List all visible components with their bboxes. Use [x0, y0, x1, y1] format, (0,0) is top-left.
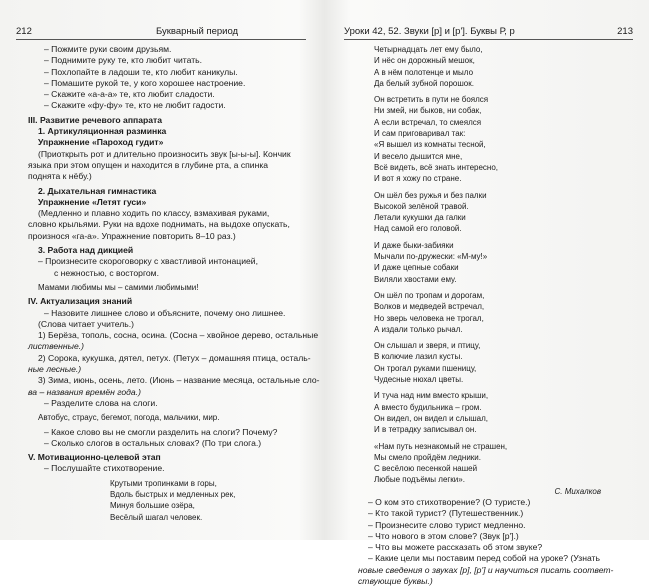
text-line: Волков и медведей встречал, [374, 302, 485, 312]
text-line: Автобус, страус, бегемот, погода, мальчики, мир. [38, 413, 220, 423]
text-line: И в тетрадку записывал он. [374, 425, 477, 435]
text-line: с нежностью, с восторгом. [54, 267, 159, 278]
text-line: 2. Дыхательная гимнастика [38, 185, 157, 196]
text-line: – Что нового в этом слове? (Звук [р'].) [368, 530, 519, 541]
text-line: – Произнесите скороговорку с хвастливой интонацией, [38, 256, 258, 267]
text-line: – Сколько слогов в остальных словах? (По три слога.) [44, 437, 262, 448]
page-number: 212 [16, 26, 32, 37]
text-line: Летали кукушки да галки [374, 213, 466, 223]
text-line: Мамами любимы мы – самими любимыми! [38, 282, 199, 292]
text-line: (Слова читает учитель.) [38, 318, 134, 329]
right-page [328, 0, 649, 587]
text-line: С. Михалков [554, 486, 601, 496]
text-line: А вместо будильника – гром. [374, 402, 482, 412]
text-line: И даже быки-забияки [374, 240, 454, 250]
text-line: III. Развитие речевого аппарата [28, 114, 163, 125]
text-line: – Похлопайте в ладоши те, кто любит каникулы. [44, 66, 238, 77]
text-line: И туча над ним вместо крыши, [374, 391, 489, 401]
text-line: А если встречал, то смеялся [374, 117, 482, 127]
text-line: – Разделите слова на слоги. [44, 397, 158, 408]
text-line: лиственные.) [28, 341, 84, 352]
text-line: А в нём полотенце и мыло [374, 67, 474, 77]
text-line: произнося «га-а». Упражнение повторить 8–10 раз.) [28, 230, 236, 241]
text-line: 2) Сорока, кукушка, дятел, петух. (Петух – домашняя птица, осталь- [38, 352, 311, 363]
text-line: Он трогал руками пшеницу, [374, 363, 477, 373]
text-line: Любые подъёмы легки». [374, 475, 465, 485]
text-line: (Приоткрыть рот и длительно произносить звук [ы-ы-ы]. Кончик [38, 148, 291, 159]
text-line: новые сведения о звуках [р], [р'] и научиться писать соответ- [358, 564, 614, 575]
text-line: – Скажите «фу-фу» те, кто не любит гадости. [44, 100, 226, 111]
text-line: Он слышал и зверя, и птицу, [374, 341, 481, 351]
text-line: Он видел, он видел и слышал, [374, 413, 488, 423]
text-line: Упражнение «Летят гуси» [38, 196, 147, 207]
text-line: Да белый зубной порошок. [374, 78, 474, 88]
text-line: – Послушайте стихотворение. [44, 463, 165, 474]
text-line: 3) Зима, июнь, осень, лето. (Июнь – название месяца, остальные сло- [38, 375, 320, 386]
text-line: Он встретить в пути не боялся [374, 95, 489, 105]
text-line: И вот я хожу по стране. [374, 174, 462, 184]
left-page [0, 0, 322, 540]
running-title: Букварный период [156, 26, 239, 37]
text-line: – Поднимите руку те, кто любит читать. [44, 55, 203, 66]
text-line: Минуя большие озёра, [110, 501, 195, 511]
text-line: 1. Артикуляционная разминка [38, 126, 167, 137]
text-line: «Нам путь незнакомый не страшен, [374, 441, 508, 451]
text-line: – Скажите «а-а-а» те, кто любит сладости. [44, 89, 215, 100]
text-line: Всё видеть, всё знать интересно, [374, 162, 498, 172]
text-line: ные лесные.) [28, 364, 82, 375]
text-line: Чудесные нюхал цветы. [374, 375, 464, 385]
page-number: 213 [617, 26, 633, 37]
text-line: языка при этом опущен и находится в глубине рта, а спинка [28, 159, 269, 170]
text-line: И нёс он дорожный мешок, [374, 56, 475, 66]
text-line: «Я вышел из комнаты тесной, [374, 140, 486, 150]
text-line: Крутыми тропинками в горы, [110, 478, 217, 488]
right-page-body [358, 44, 639, 587]
text-line: 3. Работа над дикцией [38, 245, 134, 256]
text-line: поднята к нёбу.) [28, 171, 92, 182]
text-line: Но зверь человека не трогал, [374, 313, 484, 323]
text-line: И сам приговаривал так: [374, 129, 466, 139]
text-line: Мычали по-дружески: «М-му!» [374, 252, 488, 262]
text-line: И даже цепные собаки [374, 263, 459, 273]
text-line: Высокой зелёной травой. [374, 201, 469, 211]
text-line: – О ком это стихотворение? (О туристе.) [368, 496, 531, 507]
text-line: Он шёл по тропам и дорогам, [374, 290, 485, 300]
text-line: В колючие лазил кусты. [374, 352, 463, 362]
text-line: Мы смело пройдём ледники. [374, 452, 481, 462]
text-line: А издали только рычал. [374, 324, 463, 334]
text-line: Вдоль быстрых и медленных рек, [110, 489, 236, 499]
left-page-header [16, 23, 306, 40]
text-line: V. Мотивационно-целевой этап [28, 452, 161, 463]
text-line: Четырнадцать лет ему было, [374, 45, 483, 54]
text-line: словно крыльями. Руки на вдохе поднимать, на выдохе опускать, [28, 219, 290, 230]
text-line: – Произнесите слово турист медленно. [368, 519, 526, 530]
text-line: Весёлый шагал человек. [110, 512, 203, 522]
text-line: ва – названия времён года.) [28, 386, 141, 397]
text-line: IV. Актуализация знаний [28, 296, 133, 307]
text-line: – Что вы можете рассказать об этом звуке? [368, 542, 543, 553]
text-line: ствующие буквы.) [358, 576, 433, 587]
text-line: – Кто такой турист? (Путешественник.) [368, 508, 524, 519]
left-page-body [28, 44, 318, 523]
text-line: – Какие цели мы поставим перед собой на уроке? (Узнать [368, 553, 600, 564]
text-line: И весело дышится мне, [374, 151, 463, 161]
text-line: Упражнение «Пароход гудит» [38, 137, 164, 148]
text-line: Ни змей, ни быков, ни собак, [374, 106, 482, 116]
text-line: (Медленно и плавно ходить по классу, взмахивая руками, [38, 208, 270, 219]
text-line: – Назовите лишнее слово и объясните, почему оно лишнее. [44, 307, 286, 318]
right-page-header [344, 23, 633, 40]
text-line: – Пожмите руки своим друзьям. [44, 44, 172, 54]
running-title: Уроки 42, 52. Звуки [р] и [р']. Буквы Р, р [344, 26, 515, 37]
text-line: – Помашите рукой те, у кого хорошее настроение. [44, 77, 246, 88]
text-line: Виляли хвостами ему. [374, 274, 457, 284]
text-line: – Какое слово вы не смогли разделить на слоги? Почему? [44, 426, 278, 437]
text-line: Он шёл без ружья и без палки [374, 190, 487, 200]
text-line: Над самой его головой. [374, 224, 462, 234]
text-line: 1) Берёза, тополь, сосна, осина. (Сосна – хвойное дерево, остальные [38, 330, 319, 341]
text-line: С весёлою песенкой нашей [374, 464, 478, 474]
